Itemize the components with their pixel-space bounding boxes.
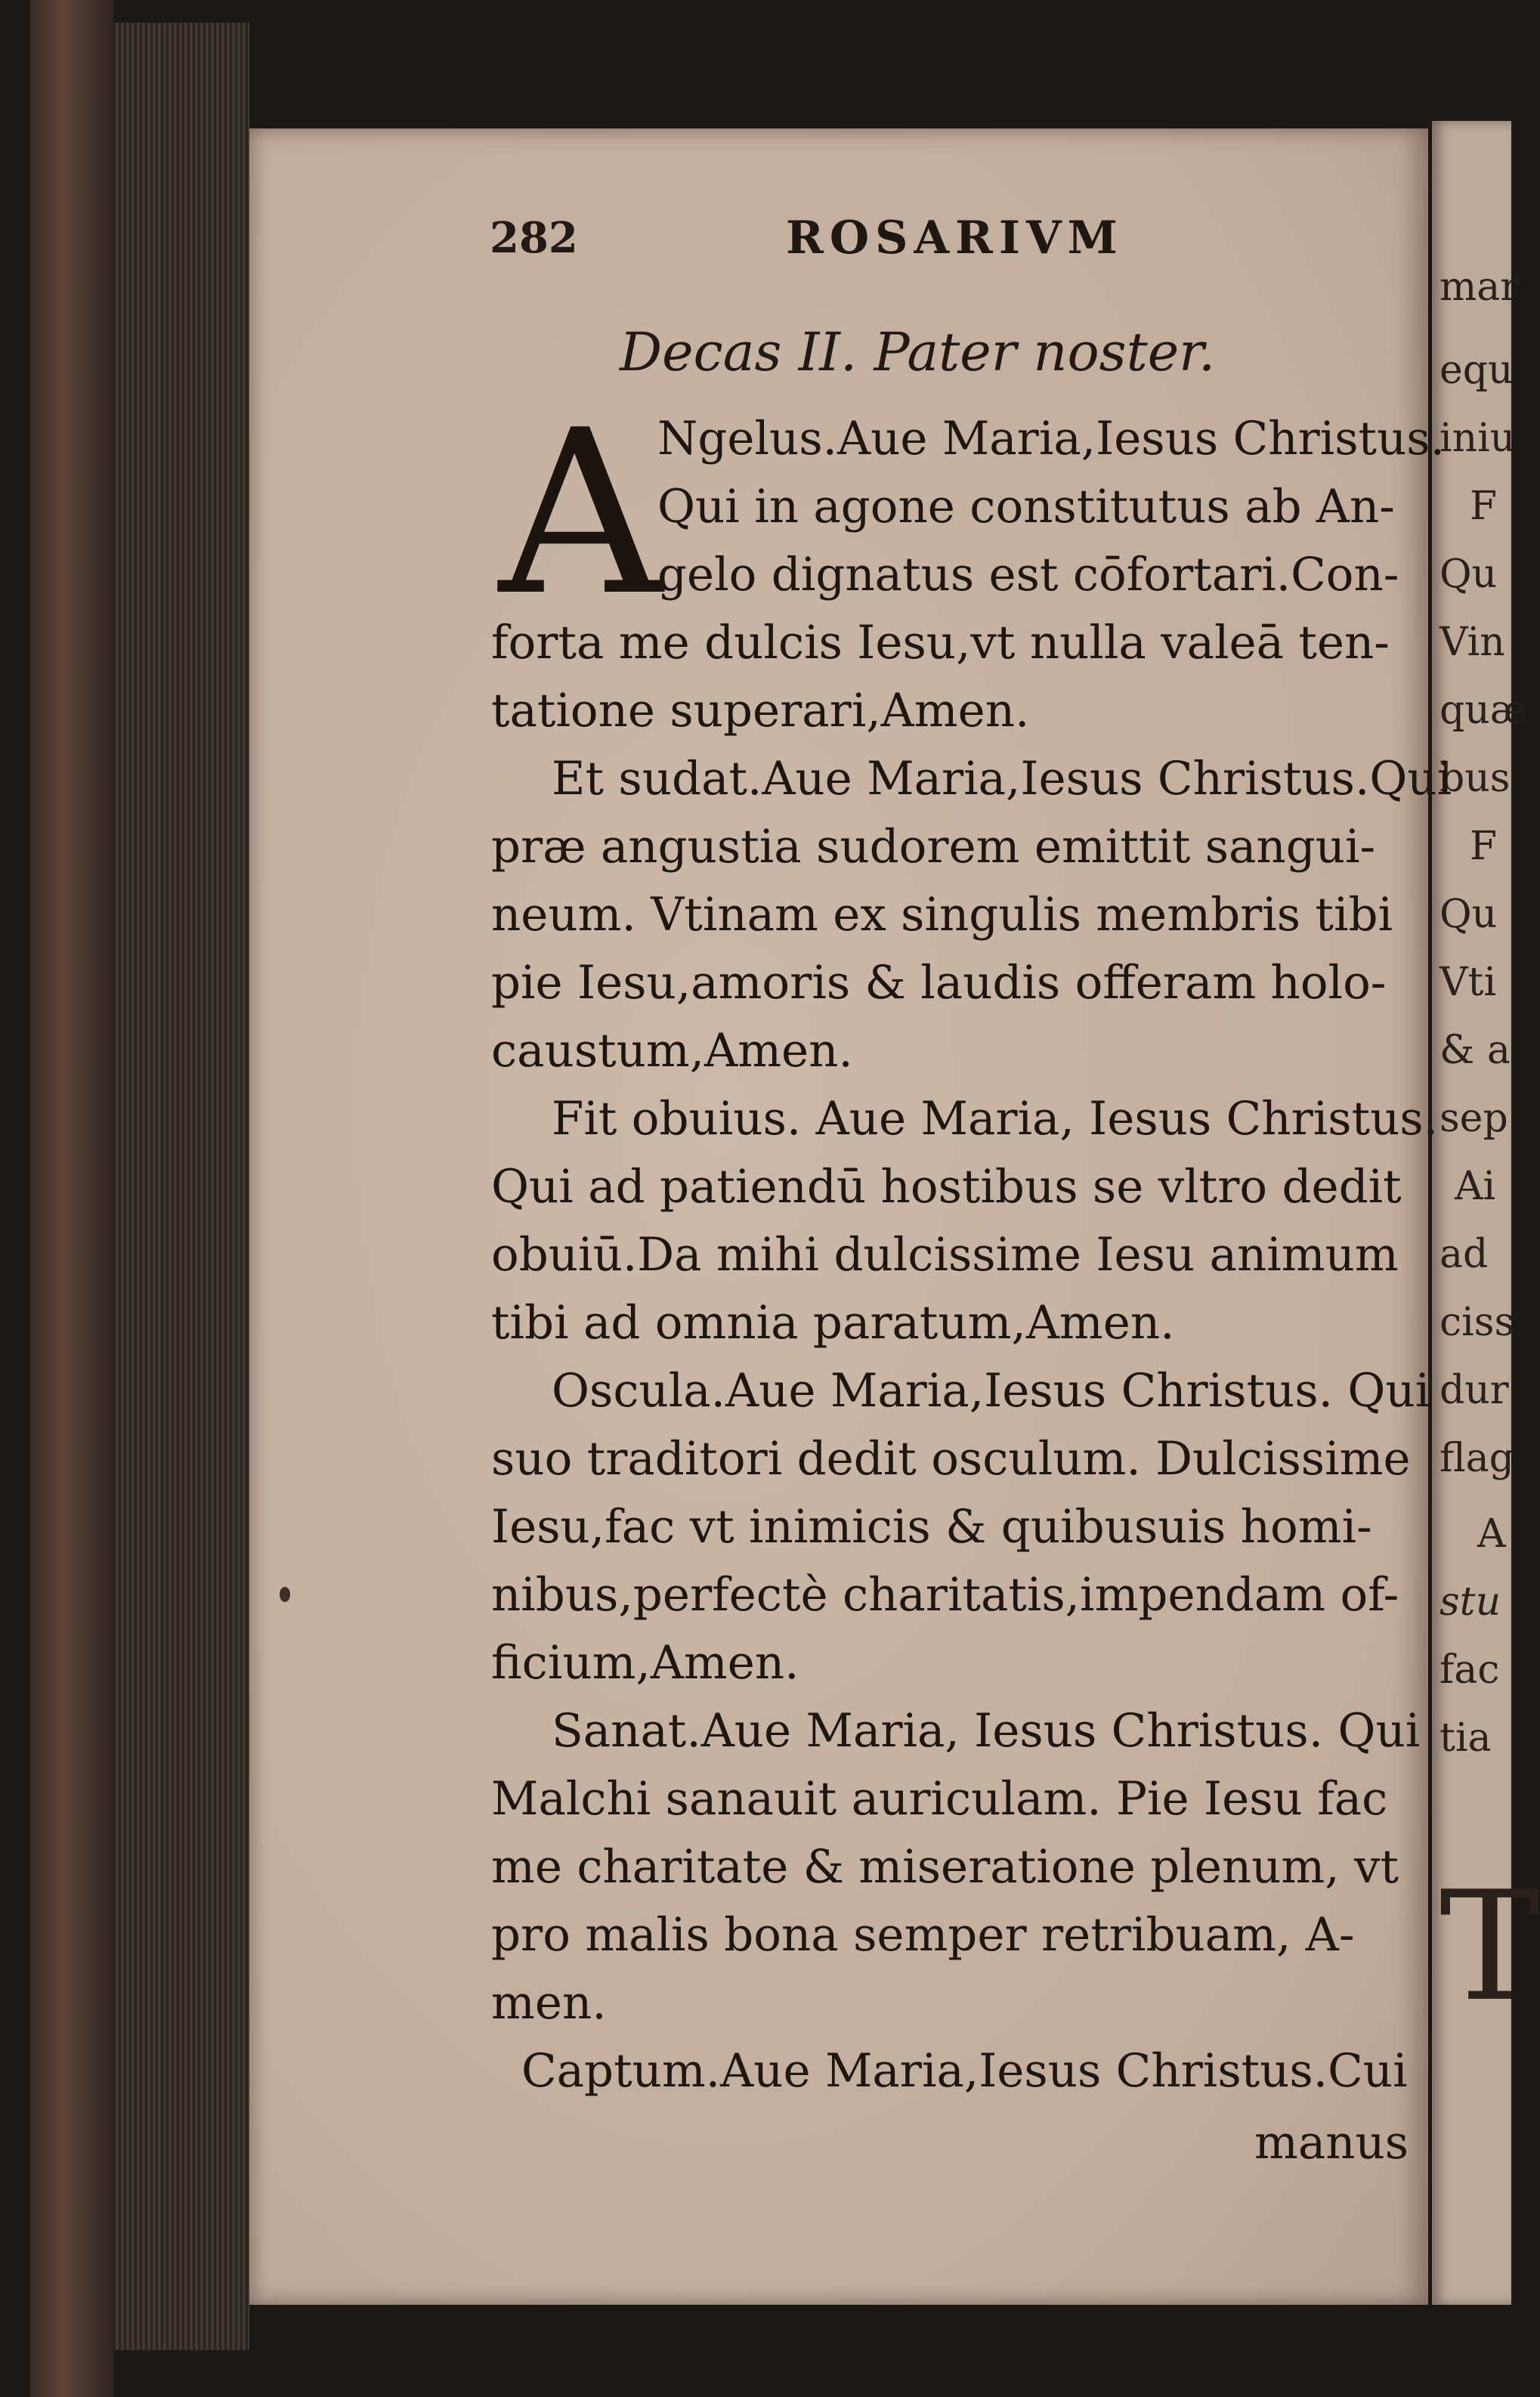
text-line: præ angustia sudorem emittit sangui-: [491, 820, 1376, 874]
text-line: tibi ad omnia paratum,Amen.: [491, 1296, 1175, 1350]
page-number: 282: [490, 213, 578, 263]
facing-fragment: quæ: [1439, 688, 1527, 733]
text-line: Qui in agone constitutus ab An-: [657, 480, 1395, 534]
text-line: Malchi sanauit auriculam. Pie Iesu fac: [491, 1772, 1388, 1826]
text-line: pie Iesu,amoris & laudis offeram holo-: [491, 956, 1387, 1010]
facing-fragment: dur: [1439, 1368, 1509, 1413]
facing-fragment: bus: [1439, 756, 1511, 801]
facing-fragment: Vti: [1439, 960, 1497, 1005]
facing-fragment: iniu: [1439, 416, 1516, 461]
text-line: nibus,perfectè charitatis,impendam of-: [491, 1568, 1399, 1622]
text-line: ficium,Amen.: [491, 1636, 799, 1690]
facing-fragment: ad: [1439, 1232, 1489, 1277]
text-line: Ngelus.Aue Maria,Iesus Christus.: [657, 412, 1446, 465]
text-line: Qui ad patiendū hostibus se vltro dedit: [491, 1160, 1402, 1214]
facing-fragment: & a: [1439, 1028, 1511, 1073]
ink-spot: [280, 1587, 290, 1602]
text-line: Et sudat.Aue Maria,Iesus Christus.Qui: [552, 752, 1452, 806]
facing-fragment: flag: [1439, 1436, 1514, 1481]
facing-fragment: stu: [1439, 1579, 1501, 1625]
text-line: suo traditori dedit osculum. Dulcissime: [491, 1432, 1411, 1486]
text-line: obuiū.Da mihi dulcissime Iesu animum: [491, 1228, 1399, 1282]
section-heading: Decas II. Pater noster.: [620, 321, 1216, 383]
facing-fragment: mar: [1439, 264, 1520, 310]
facing-fragment: Qu: [1439, 892, 1498, 937]
facing-fragment: A: [1477, 1511, 1506, 1557]
text-line: Sanat.Aue Maria, Iesus Christus. Qui: [552, 1704, 1421, 1758]
page-edges: [113, 23, 249, 2350]
text-line: gelo dignatus est cōfortari.Con-: [657, 548, 1399, 602]
text-line: Fit obuius. Aue Maria, Iesus Christus.: [552, 1092, 1439, 1146]
facing-fragment: T: [1439, 1859, 1540, 2035]
facing-fragment: tia: [1439, 1715, 1492, 1761]
facing-fragment: ciss: [1439, 1300, 1515, 1345]
facing-fragment: F: [1470, 824, 1498, 869]
facing-fragment: Qu: [1439, 552, 1498, 597]
facing-fragment: Ai: [1455, 1164, 1496, 1209]
facing-fragment: sep: [1439, 1096, 1508, 1141]
book-spine: [30, 0, 113, 2397]
text-line: me charitate & miseratione plenum, vt: [491, 1840, 1399, 1894]
facing-fragment: F: [1470, 484, 1498, 529]
running-head: ROSARIVM: [786, 212, 1124, 264]
facing-fragment: equ: [1439, 348, 1514, 393]
text-line: men.: [491, 1976, 607, 2030]
text-line: Captum.Aue Maria,Iesus Christus.Cui: [521, 2044, 1408, 2098]
text-line: caustum,Amen.: [491, 1024, 853, 1078]
text-line: Oscula.Aue Maria,Iesus Christus. Qui: [552, 1364, 1430, 1418]
text-line: forta me dulcis Iesu,vt nulla valeā ten-: [491, 616, 1390, 670]
facing-fragment: fac: [1439, 1647, 1500, 1693]
text-line: Iesu,fac vt inimicis & quibusuis homi-: [491, 1500, 1372, 1554]
text-line: pro malis bona semper retribuam, A-: [491, 1908, 1355, 1962]
facing-fragment: Vin: [1439, 620, 1505, 665]
text-line: neum. Vtinam ex singulis membris tibi: [491, 888, 1393, 942]
text-line: tatione superari,Amen.: [491, 684, 1030, 738]
drop-cap: A: [499, 382, 663, 645]
catchword: manus: [1254, 2116, 1409, 2170]
